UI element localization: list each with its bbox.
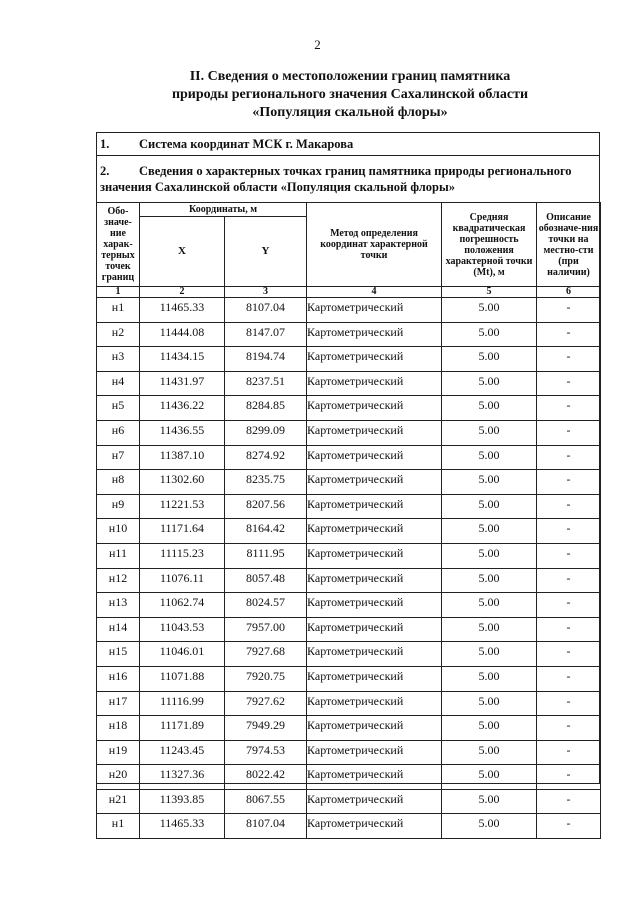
y-coordinate: 8207.56 (225, 494, 307, 519)
error-cell: 5.00 (442, 519, 537, 544)
table-row (97, 494, 601, 519)
x-coordinate: 11444.08 (140, 322, 225, 347)
method-cell: Картометрический (307, 642, 442, 667)
error-cell: 5.00 (442, 420, 537, 445)
y-coordinate: 8057.48 (225, 568, 307, 593)
table-row (97, 691, 601, 716)
method-cell: Картометрический (307, 765, 442, 790)
column-number: 3 (225, 287, 307, 298)
x-header: X (140, 217, 225, 287)
x-coordinate: 11221.53 (140, 494, 225, 519)
description-cell: - (537, 568, 601, 593)
y-coordinate: 8284.85 (225, 396, 307, 421)
method-cell: Картометрический (307, 814, 442, 839)
page-number: 2 (314, 37, 321, 52)
x-coordinate: 11171.89 (140, 716, 225, 741)
error-cell: 5.00 (442, 445, 537, 470)
title-line: «Популяция скальной флоры» (252, 105, 448, 120)
table-row (97, 814, 601, 839)
table-row (97, 470, 601, 495)
y-coordinate: 8274.92 (225, 445, 307, 470)
x-coordinate: 11071.88 (140, 666, 225, 691)
table-row (97, 396, 601, 421)
section-text: Система координат МСК г. Макарова (139, 137, 354, 151)
table-row (97, 789, 601, 814)
error-cell: 5.00 (442, 593, 537, 618)
point-id: н14 (97, 617, 140, 642)
error-cell: 5.00 (442, 617, 537, 642)
method-cell: Картометрический (307, 347, 442, 372)
point-id: н21 (97, 789, 140, 814)
x-coordinate: 11465.33 (140, 814, 225, 839)
table-row (97, 519, 601, 544)
method-cell: Картометрический (307, 322, 442, 347)
y-header: Y (225, 217, 307, 287)
description-cell: - (537, 519, 601, 544)
table-row (97, 716, 601, 741)
y-coordinate: 7957.00 (225, 617, 307, 642)
x-coordinate: 11436.55 (140, 420, 225, 445)
point-id: н9 (97, 494, 140, 519)
description-cell: - (537, 420, 601, 445)
y-coordinate: 7949.29 (225, 716, 307, 741)
table-row (97, 347, 601, 372)
table-row (97, 593, 601, 618)
description-cell: - (537, 740, 601, 765)
error-cell: 5.00 (442, 740, 537, 765)
table-row (97, 617, 601, 642)
error-cell: 5.00 (442, 322, 537, 347)
point-id: н12 (97, 568, 140, 593)
method-cell: Картометрический (307, 593, 442, 618)
method-cell: Картометрический (307, 396, 442, 421)
table-row (97, 371, 601, 396)
coordinate-system-section (97, 133, 599, 156)
method-cell: Картометрический (307, 371, 442, 396)
section-number: 1. (100, 137, 110, 151)
column-number: 2 (140, 287, 225, 298)
method-cell: Картометрический (307, 617, 442, 642)
table-row (97, 666, 601, 691)
y-coordinate: 8299.09 (225, 420, 307, 445)
method-cell: Картометрический (307, 691, 442, 716)
point-id: н19 (97, 740, 140, 765)
table-row (97, 298, 601, 323)
description-cell: - (537, 617, 601, 642)
point-id: н8 (97, 470, 140, 495)
method-cell: Картометрический (307, 666, 442, 691)
description-cell: - (537, 470, 601, 495)
method-header: Метод определения координат характерной точки (307, 203, 442, 287)
coordinates-header: Координаты, м (140, 203, 307, 217)
x-coordinate: 11387.10 (140, 445, 225, 470)
point-id: н20 (97, 765, 140, 790)
method-cell: Картометрический (307, 298, 442, 323)
x-coordinate: 11431.97 (140, 371, 225, 396)
method-cell: Картометрический (307, 494, 442, 519)
y-coordinate: 8147.07 (225, 322, 307, 347)
page-title (60, 68, 635, 122)
point-id: н1 (97, 814, 140, 839)
y-coordinate: 8107.04 (225, 298, 307, 323)
section-text: Сведения о характерных точках границ памятника природы регионального значения Сахалинской области «Популяция скальной флоры» (100, 164, 572, 194)
column-number: 4 (307, 287, 442, 298)
description-cell: - (537, 814, 601, 839)
error-cell: 5.00 (442, 691, 537, 716)
description-cell: - (537, 494, 601, 519)
x-coordinate: 11302.60 (140, 470, 225, 495)
point-id: н7 (97, 445, 140, 470)
description-cell: - (537, 298, 601, 323)
x-coordinate: 11171.64 (140, 519, 225, 544)
description-header: Описание обозначе-ния точки на местно-сти (при наличии) (537, 203, 601, 287)
table-row (97, 543, 601, 568)
point-id: н5 (97, 396, 140, 421)
boundary-info-frame (96, 132, 600, 831)
point-id: н16 (97, 666, 140, 691)
point-id: н18 (97, 716, 140, 741)
x-coordinate: 11043.53 (140, 617, 225, 642)
description-cell: - (537, 716, 601, 741)
error-cell: 5.00 (442, 396, 537, 421)
description-cell: - (537, 691, 601, 716)
x-coordinate: 11076.11 (140, 568, 225, 593)
table-row (97, 642, 601, 667)
error-cell: 5.00 (442, 814, 537, 839)
point-id: н4 (97, 371, 140, 396)
title-line: II. Сведения о местоположении границ памятника (189, 69, 511, 84)
description-cell: - (537, 593, 601, 618)
y-coordinate: 7920.75 (225, 666, 307, 691)
y-coordinate: 8237.51 (225, 371, 307, 396)
section-number: 2. (100, 164, 110, 178)
method-cell: Картометрический (307, 568, 442, 593)
x-coordinate: 11243.45 (140, 740, 225, 765)
y-coordinate: 8194.74 (225, 347, 307, 372)
error-cell: 5.00 (442, 371, 537, 396)
description-cell: - (537, 347, 601, 372)
error-cell: 5.00 (442, 494, 537, 519)
point-id: н2 (97, 322, 140, 347)
method-cell: Картометрический (307, 470, 442, 495)
x-coordinate: 11393.85 (140, 789, 225, 814)
point-id: н15 (97, 642, 140, 667)
coordinates-table (96, 202, 601, 839)
y-coordinate: 7927.68 (225, 642, 307, 667)
y-coordinate: 8111.95 (225, 543, 307, 568)
table-row (97, 568, 601, 593)
description-cell: - (537, 789, 601, 814)
designation-header: Обо- значе- ние харак- терных точек границ (97, 203, 140, 287)
method-cell: Картометрический (307, 519, 442, 544)
title-line: природы регионального значения Сахалинской области (171, 87, 529, 102)
x-coordinate: 11046.01 (140, 642, 225, 667)
description-cell: - (537, 666, 601, 691)
description-cell: - (537, 445, 601, 470)
table-row (97, 445, 601, 470)
method-cell: Картометрический (307, 740, 442, 765)
column-number: 6 (537, 287, 601, 298)
error-cell: 5.00 (442, 642, 537, 667)
error-cell: 5.00 (442, 568, 537, 593)
error-cell: 5.00 (442, 347, 537, 372)
method-cell: Картометрический (307, 543, 442, 568)
y-coordinate: 7974.53 (225, 740, 307, 765)
error-cell: 5.00 (442, 716, 537, 741)
table-row (97, 322, 601, 347)
error-cell: 5.00 (442, 789, 537, 814)
error-cell: 5.00 (442, 765, 537, 790)
y-coordinate: 8107.04 (225, 814, 307, 839)
method-cell: Картометрический (307, 420, 442, 445)
description-cell: - (537, 371, 601, 396)
y-coordinate: 8164.42 (225, 519, 307, 544)
point-id: н3 (97, 347, 140, 372)
point-id: н17 (97, 691, 140, 716)
x-coordinate: 11062.74 (140, 593, 225, 618)
description-cell: - (537, 765, 601, 790)
points-info-section (97, 156, 599, 201)
error-cell: 5.00 (442, 470, 537, 495)
x-coordinate: 11434.15 (140, 347, 225, 372)
point-id: н11 (97, 543, 140, 568)
y-coordinate: 7927.62 (225, 691, 307, 716)
table-row (97, 765, 601, 790)
x-coordinate: 11115.23 (140, 543, 225, 568)
x-coordinate: 11116.99 (140, 691, 225, 716)
method-cell: Картометрический (307, 716, 442, 741)
point-id: н10 (97, 519, 140, 544)
table-row (97, 740, 601, 765)
description-cell: - (537, 322, 601, 347)
point-id: н13 (97, 593, 140, 618)
y-coordinate: 8235.75 (225, 470, 307, 495)
error-cell: 5.00 (442, 666, 537, 691)
y-coordinate: 8022.42 (225, 765, 307, 790)
error-cell: 5.00 (442, 298, 537, 323)
y-coordinate: 8067.55 (225, 789, 307, 814)
point-id: н1 (97, 298, 140, 323)
x-coordinate: 11465.33 (140, 298, 225, 323)
column-numbers-row (97, 287, 601, 298)
x-coordinate: 11327.36 (140, 765, 225, 790)
description-cell: - (537, 642, 601, 667)
method-cell: Картометрический (307, 789, 442, 814)
method-cell: Картометрический (307, 445, 442, 470)
error-cell: 5.00 (442, 543, 537, 568)
x-coordinate: 11436.22 (140, 396, 225, 421)
error-header: Средняя квадратическая погрешность положения характерной точки (Mt), м (442, 203, 537, 287)
table-row (97, 420, 601, 445)
column-number: 5 (442, 287, 537, 298)
y-coordinate: 8024.57 (225, 593, 307, 618)
description-cell: - (537, 396, 601, 421)
column-number: 1 (97, 287, 140, 298)
point-id: н6 (97, 420, 140, 445)
description-cell: - (537, 543, 601, 568)
